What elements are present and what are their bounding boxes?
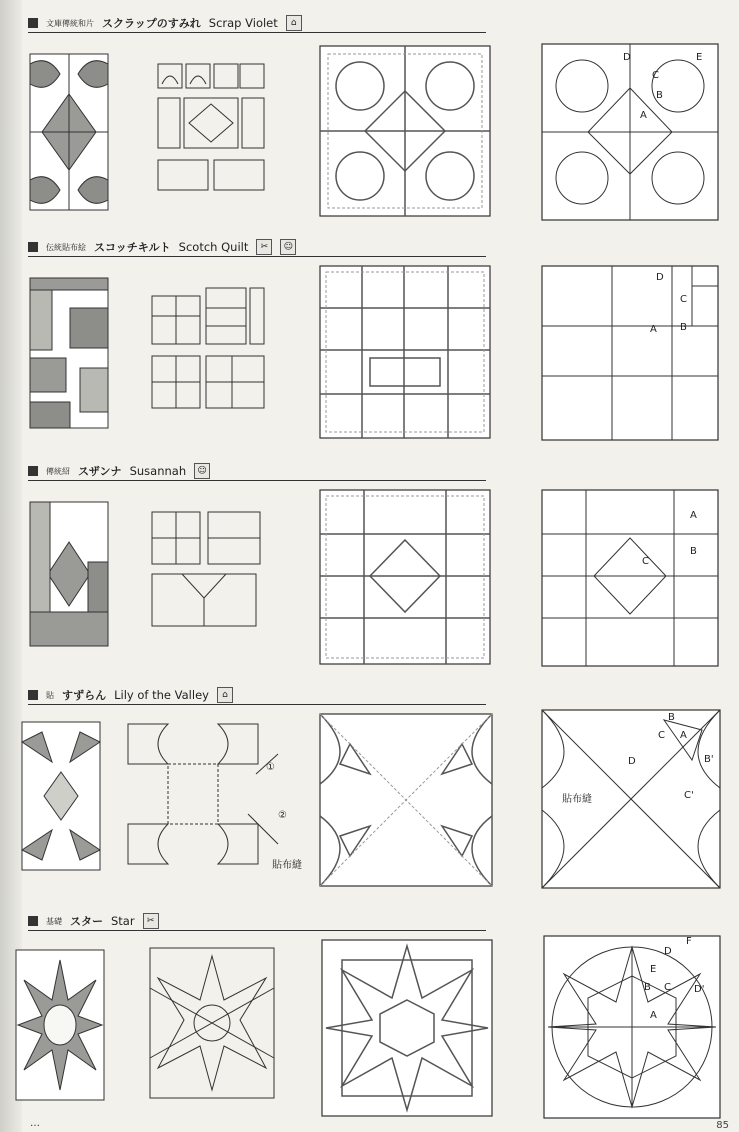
- block-preview: [30, 54, 108, 210]
- step-2-marker: ②: [278, 810, 287, 821]
- section-header: [28, 238, 488, 256]
- section-header: [28, 686, 488, 704]
- section-scotch-quilt: [28, 238, 718, 453]
- template-label-c: C: [652, 70, 659, 81]
- section-title-en: Susannah: [129, 464, 187, 478]
- template-diagram: [542, 266, 718, 440]
- section-tag: 傳統紹: [46, 466, 70, 476]
- block-preview: [22, 722, 100, 870]
- section-title-jp: スクラップのすみれ: [102, 17, 201, 30]
- badge-icon: [28, 466, 38, 476]
- template-label-a: A: [690, 510, 697, 521]
- template-label-d: D: [623, 52, 631, 63]
- section-susannah: [28, 462, 718, 680]
- piece-layout: [128, 724, 268, 864]
- template-label-d: D: [656, 272, 664, 283]
- block-sewing-diagram: [320, 490, 490, 664]
- header-rule: [28, 704, 486, 705]
- section-title-en: Scotch Quilt: [178, 240, 249, 254]
- block-sewing-diagram: [320, 714, 492, 886]
- template-diagram: [542, 44, 718, 220]
- template-label-c: C: [658, 730, 665, 741]
- template-label-c-prime: C': [684, 790, 694, 801]
- template-label-e: E: [696, 52, 703, 63]
- template-label-b-prime: B': [704, 754, 714, 765]
- header-rule: [28, 930, 486, 931]
- section-lily-of-the-valley: [28, 686, 718, 908]
- piece-layout: [150, 948, 274, 1098]
- sewing-icon: ✂: [256, 239, 272, 255]
- block-sewing-diagram: [320, 266, 490, 438]
- piece-layout: [152, 512, 264, 628]
- template-label-c: C: [664, 982, 671, 993]
- section-tag: 伝統貼布絵: [46, 242, 86, 252]
- template-label-f: F: [686, 936, 692, 947]
- note-label: 貼布縫: [272, 860, 302, 871]
- template-label-b: B: [656, 90, 663, 101]
- face-icon: ☺: [280, 239, 296, 255]
- template-label-b: B: [668, 712, 675, 723]
- section-title-jp: スコッチキルト: [94, 241, 171, 254]
- template-label-a: A: [650, 324, 657, 335]
- template-label-d: D: [628, 756, 636, 767]
- section-tag: 基礎: [46, 916, 62, 926]
- badge-icon: [28, 18, 38, 28]
- header-rule: [28, 480, 486, 481]
- piece-layout: [152, 288, 266, 412]
- section-header: [28, 462, 488, 480]
- step-1-marker: ①: [266, 762, 275, 773]
- section-scrap-violet: [28, 14, 718, 229]
- template-label-e: E: [650, 964, 657, 975]
- section-title-jp: スター: [70, 915, 103, 928]
- section-title-en: Scrap Violet: [208, 16, 278, 30]
- badge-icon: [28, 916, 38, 926]
- template-label-a: A: [680, 730, 687, 741]
- section-tag: 文庫傳統和片: [46, 18, 94, 28]
- header-rule: [28, 32, 486, 33]
- sewing-icon: ✂: [143, 913, 159, 929]
- template-diagram: [544, 936, 720, 1118]
- template-label-b: B: [690, 546, 697, 557]
- template-label-d: D: [664, 946, 672, 957]
- block-preview: [30, 502, 108, 646]
- footer-text: …: [30, 1118, 40, 1129]
- face-icon: ☺: [194, 463, 210, 479]
- template-label-b: B: [644, 982, 651, 993]
- section-header: [28, 912, 488, 930]
- template-label-d-prime: D': [694, 984, 705, 995]
- badge-icon: [28, 690, 38, 700]
- tree-icon: ⌂: [217, 687, 233, 703]
- block-preview: [16, 950, 104, 1100]
- section-tag: 貼: [46, 690, 54, 700]
- section-title-en: Lily of the Valley: [114, 688, 209, 702]
- piece-layout: [158, 64, 264, 194]
- template-label-a: A: [640, 110, 647, 121]
- template-label-c: C: [642, 556, 649, 567]
- section-title-en: Star: [111, 914, 135, 928]
- template-label-c: C: [680, 294, 687, 305]
- tree-icon: ⌂: [286, 15, 302, 31]
- section-header: [28, 14, 488, 32]
- section-title-jp: スザンナ: [78, 465, 122, 478]
- block-sewing-diagram: [320, 46, 490, 216]
- badge-icon: [28, 242, 38, 252]
- section-title-jp: すずらん: [62, 689, 107, 702]
- block-sewing-diagram: [322, 940, 492, 1116]
- block-preview: [30, 278, 108, 428]
- page-number: 85: [716, 1120, 729, 1131]
- section-star: [28, 912, 718, 1122]
- template-label-b: B: [680, 322, 687, 333]
- header-rule: [28, 256, 486, 257]
- template-note-label: 貼布縫: [562, 794, 592, 805]
- template-label-a: A: [650, 1010, 657, 1021]
